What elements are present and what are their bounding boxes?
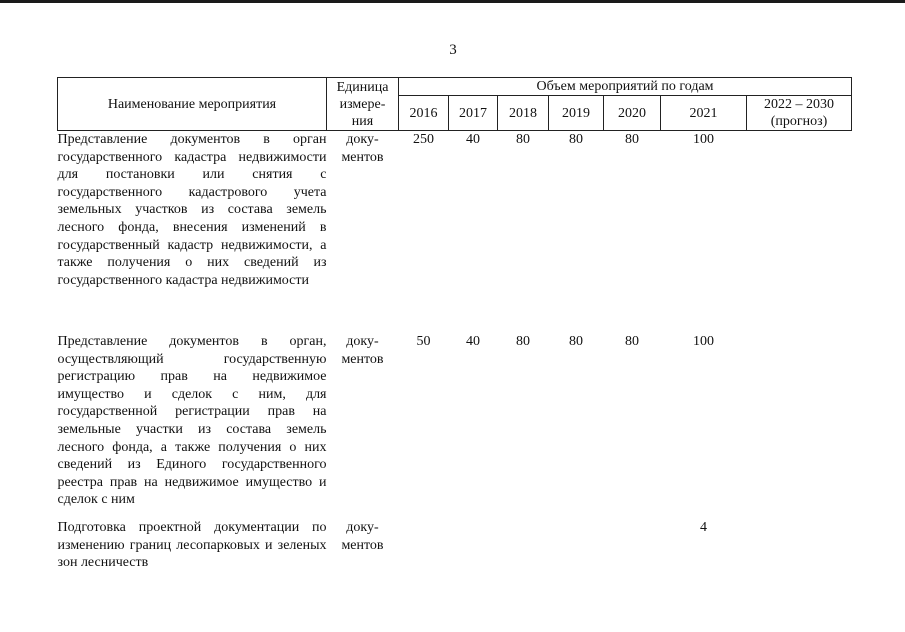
header-year-2019: 2019 <box>549 96 604 131</box>
header-year-2016: 2016 <box>399 96 449 131</box>
row-unit: доку-ментов <box>341 132 384 165</box>
row-value-2021: 100 <box>693 132 714 147</box>
row-value-2019: 80 <box>569 334 583 349</box>
header-unit: Единица измере-ния <box>327 78 399 131</box>
row-value-2021: 4 <box>700 520 707 535</box>
row-value-2016 <box>399 519 449 589</box>
table-row <box>58 519 852 589</box>
header-year-forecast: 2022 – 2030 (прогноз) <box>747 96 852 131</box>
row-unit: доку-ментов <box>341 520 384 553</box>
row-value-forecast <box>747 519 852 589</box>
header-volume-group: Объем мероприятий по годам <box>399 78 852 96</box>
page-top-edge-line <box>0 0 905 3</box>
activities-table <box>57 77 852 589</box>
header-row-top <box>58 78 852 96</box>
row-value-2017: 40 <box>466 334 480 349</box>
row-value-forecast <box>747 131 852 334</box>
row-value-2018 <box>498 519 549 589</box>
row-value-2018: 80 <box>516 334 530 349</box>
row-value-2019: 80 <box>569 132 583 147</box>
header-year-2017: 2017 <box>449 96 498 131</box>
row-value-2016: 250 <box>413 132 434 147</box>
table-row <box>58 333 852 519</box>
header-year-2018: 2018 <box>498 96 549 131</box>
row-value-2020 <box>604 519 661 589</box>
table-row <box>58 131 852 334</box>
header-year-2021: 2021 <box>661 96 747 131</box>
row-name: Представление документов в орган государственного кадастра недвижимости для постановки или снятия с государственного кадастрового учета земельных участков из состава земель лесного фонда, внесения изменений в государственный кадастр недвижимости, а также получения о них сведений из государственного кадастра недвижимости <box>57 132 327 288</box>
row-name: Представление документов в орган, осуществляющий государственную регистрацию прав на недвижимое имущество и сделок с ним, для государственной регистрации прав на земельные участки из состава земель лесного фонда, а также получения о них сведений из Единого государственного реестра прав на недвижимое имущество и сделок с ним <box>57 334 327 508</box>
row-value-2020: 80 <box>625 334 639 349</box>
header-year-2020: 2020 <box>604 96 661 131</box>
row-value-2017 <box>449 519 498 589</box>
row-unit: доку-ментов <box>341 334 384 367</box>
header-name: Наименование мероприятия <box>58 78 327 131</box>
page-number: 3 <box>449 42 457 58</box>
row-value-2020: 80 <box>625 132 639 147</box>
row-name: Подготовка проектной документации по изменению границ лесопарковых и зеленых зон лесничеств <box>57 520 327 571</box>
row-value-2018: 80 <box>516 132 530 147</box>
row-value-forecast <box>747 333 852 519</box>
row-value-2021: 100 <box>693 334 714 349</box>
row-value-2019 <box>549 519 604 589</box>
row-value-2016: 50 <box>416 334 431 349</box>
row-value-2017: 40 <box>466 132 480 147</box>
